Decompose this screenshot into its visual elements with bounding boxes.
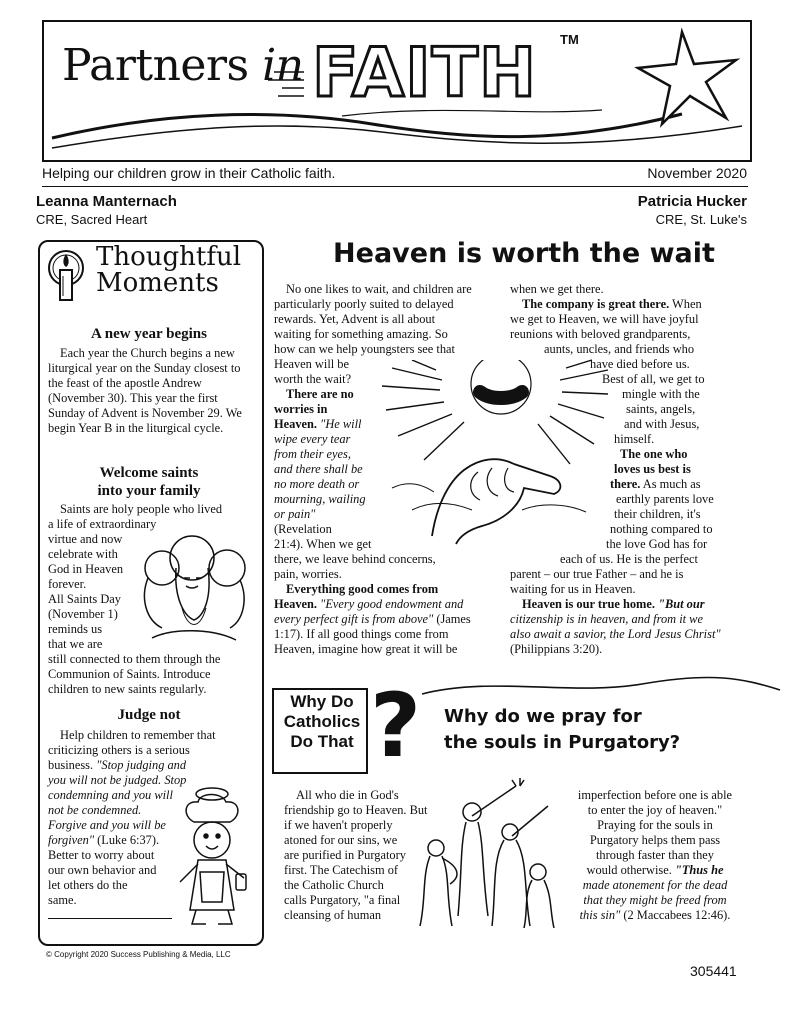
divider — [48, 918, 172, 919]
candle-icon — [48, 246, 88, 304]
section-text-judge-not: Help children to remember that criticizing others is a serious business. "Stop judging and you will not be judged. Stop condemning and you will not be condemned. Forgive and you will be forgiven" (Luke 6:37). Better to worry about our own behavior and let others do the same. — [48, 728, 216, 907]
section-heading-new-year: A new year begins — [91, 326, 207, 342]
section-text-saints: Saints are holy people who lived a life of extraordinary virtue and now celebrate with God in Heaven forever. All Saints Day (November 1) reminds us that we are still connected to them through the Communion of Saints. Introduce children to new saints regularly. — [48, 502, 223, 696]
section-text-new-year: Each year the Church begins a new liturgical year on the Sunday closest to the feast of the apostle Andrew (November 30). This year the first Sunday of Advent is November 29. We begin Year B in the liturgical cycle. — [48, 346, 242, 435]
author-role-right: CRE, St. Luke's — [655, 212, 747, 227]
copyright-notice: © Copyright 2020 Success Publishing & Media, LLC — [46, 950, 231, 959]
author-role-left: CRE, Sacred Heart — [36, 212, 148, 227]
brand-faith-logo: FAITH — [312, 34, 537, 113]
star-icon — [638, 32, 736, 124]
section-heading-saints: Welcome saints into your family — [97, 465, 201, 499]
author-name-right: Patricia Hucker — [637, 193, 747, 210]
divider — [42, 186, 748, 187]
catalog-number: 305441 — [690, 963, 737, 979]
trademark: TM — [560, 32, 579, 47]
chef-illustration — [176, 782, 252, 930]
tagline: Helping our children grow in their Catholic faith. — [42, 165, 336, 181]
why-do-catholics-logo: Why Do Catholics Do That ? — [272, 688, 420, 770]
why-column-1: All who die in God's friendship go to Heaven. But if we haven't properly atoned for our sins, we are purified in Purgatory first. The Catechism of the Catholic Church calls Purgatory, "a final cleansing of human — [284, 788, 428, 922]
author-name-left: Leanna Manternach — [36, 193, 177, 210]
masthead-decor — [42, 20, 748, 158]
article-title: Heaven is worth the wait — [333, 238, 715, 269]
saints-illustration — [132, 528, 250, 646]
question-mark-icon: ? — [370, 674, 422, 777]
brand-partners: Partners in — [62, 40, 304, 91]
issue-date: November 2020 — [647, 165, 747, 181]
section-heading-judge-not: Judge not — [117, 707, 181, 723]
article-column-2: when we get there. The company is great there. When we get to Heaven, we will have joyful reunions with beloved grandparents, aunts, uncles, and friends who have died before us. Best of all, we get to mingle with the saints, angels, and with Jesus, himself. The one who loves us best is there. As much as earthly parents love their children, it's nothing compared to the love God has for each of us. He is the perfect parent – our true Father – and he is waiting for us in Heaven. Heaven is our true home. "But our citizenship is in heaven, and from it we also await a savior, the Lord Jesus Christ" (Philippians 3:20). — [510, 282, 721, 656]
article-column-1: No one likes to wait, and children are particularly poorly suited to delayed rewards. Yet, Advent is all about waiting for something amazing. So how can we help youngsters see that Heaven will be worth the wait? There are no worries in Heaven. "He will wipe every tear from their eyes, and there shall be no more death or mourning, wailing or pain" (Revelation 21:4). When we get there, we leave behind concerns, pain, worries. Everything good comes from Heaven. "Every good endowment and every perfect gift is from above" (James 1:17). If all good things come from Heaven, imagine how great it will be — [274, 282, 472, 656]
why-column-2: imperfection before one is able to enter the joy of heaven." Praying for the souls in Purgatory helps them pass through faster than they would otherwise. "Thus he made atonement for the dead that they might be freed from this sin" (2 Maccabees 12:46). — [577, 788, 733, 922]
why-section-title: Why do we pray for the souls in Purgatory? — [444, 706, 681, 753]
sidebar-title: Thoughtful Moments — [96, 242, 242, 298]
